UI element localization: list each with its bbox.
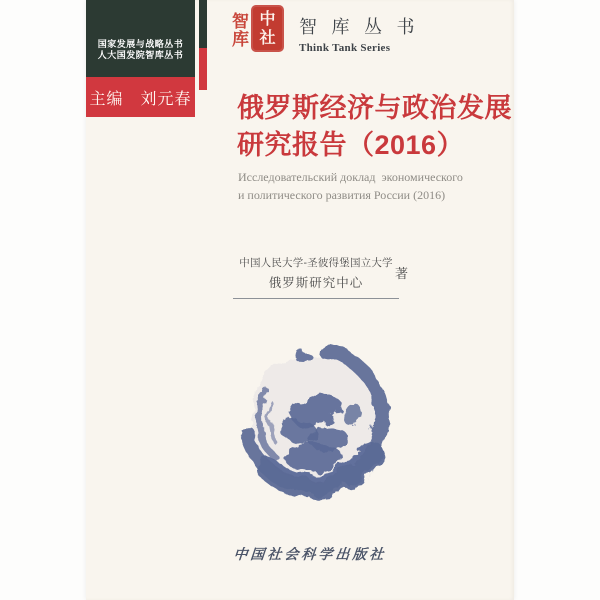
series-badge-top xyxy=(86,0,195,77)
ink-globe-artwork xyxy=(218,323,408,513)
stripe-red-segment xyxy=(199,48,207,90)
seal-char: 社 xyxy=(259,29,276,47)
book-subtitle-russian xyxy=(238,168,463,204)
series-badge-line2: 人大国发院智库丛书 xyxy=(97,50,184,60)
publisher-name: 中国社会科学出版社 xyxy=(232,548,388,563)
series-name xyxy=(299,5,420,54)
subtitle-line2: и политического развития России (2016) xyxy=(238,188,446,202)
stripe-green-segment xyxy=(199,0,207,48)
book-title-line1: 俄罗斯经济与政治发展 xyxy=(237,93,512,123)
zhiku-seal-icon xyxy=(232,13,249,49)
author-institution-line1: 中国人民大学-圣彼得堡国立大学 xyxy=(239,257,393,269)
series-name-english: Think Tank Series xyxy=(299,42,391,54)
author-block xyxy=(233,255,399,299)
series-name-chinese: 智 库 丛 书 xyxy=(299,17,420,37)
series-badge-bottom xyxy=(86,77,195,117)
series-badge xyxy=(86,0,195,117)
seal-char: 库 xyxy=(232,30,249,49)
series-badge-line1: 国家发展与战略丛书 xyxy=(97,39,184,49)
seal-char: 智 xyxy=(232,12,249,31)
editor-name: 主编 刘元春 xyxy=(89,90,192,108)
author-institution-line2: 俄罗斯研究中心 xyxy=(268,276,364,290)
series-badge-stripe xyxy=(199,0,207,90)
author-role-label: 著 xyxy=(395,266,409,281)
publisher-logo xyxy=(232,5,420,54)
subtitle-line1: Исследовательский доклад экономического xyxy=(238,170,463,184)
zhongshe-seal-icon xyxy=(251,5,284,52)
book-cover xyxy=(86,0,514,600)
book-title xyxy=(237,90,512,164)
book-title-line2: 研究报告（2016） xyxy=(237,130,465,160)
seal-char: 中 xyxy=(259,10,276,28)
